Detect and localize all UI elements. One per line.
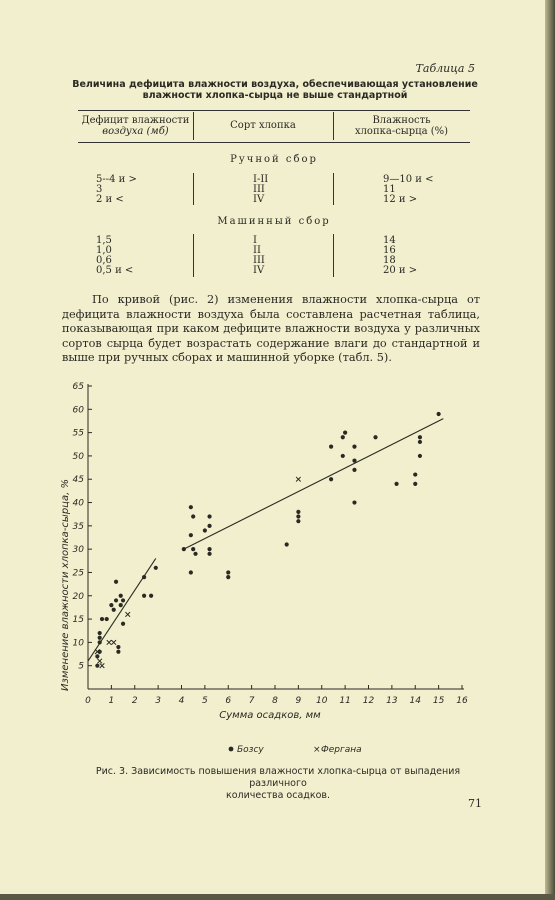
- x-tick-label: 16: [456, 696, 468, 706]
- x-tick-label: 11: [339, 696, 351, 706]
- header-divider: [193, 112, 194, 140]
- data-point-bozsu: [191, 547, 195, 551]
- data-point-bozsu: [207, 524, 211, 528]
- cell-deficit: 1,5: [96, 235, 112, 246]
- data-point-bozsu: [285, 542, 289, 546]
- chart-marks: [88, 412, 443, 668]
- cell-grade: III: [253, 184, 265, 195]
- body-paragraph: По кривой (рис. 2) изменения влажности хлопка-сырца от дефицита влажности воздуха была составлена расчетная таблица, показывающая при каком дефиците влажности воздуха у различных сортов сырца будет возрастать содержание влаги до стандартной и выше при ручных сборах и машинной уборке (табл. 5).: [62, 293, 480, 364]
- data-point-bozsu: [119, 594, 123, 598]
- cross-marker: [97, 659, 102, 664]
- data-point-bozsu: [191, 514, 195, 518]
- page-bottom-edge: [0, 894, 555, 900]
- data-point-bozsu: [373, 435, 377, 439]
- data-point-bozsu: [189, 505, 193, 509]
- data-point-bozsu: [341, 454, 345, 458]
- data-point-bozsu: [116, 650, 120, 654]
- cell-deficit: 5--4 и >: [96, 174, 137, 185]
- header-moisture: Влажность хлопка-сырца (%): [354, 115, 449, 137]
- data-point-bozsu: [343, 431, 347, 435]
- header-bottom-rule: [78, 142, 470, 143]
- trend-line: [184, 419, 443, 550]
- data-point-fergana: [97, 659, 102, 664]
- data-point-fergana: [125, 612, 130, 617]
- cell-moisture: 20 и >: [383, 265, 418, 276]
- scatter-chart: [0, 375, 545, 755]
- data-point-fergana: [111, 640, 116, 645]
- data-point-bozsu: [413, 482, 417, 486]
- data-point-bozsu: [418, 435, 422, 439]
- y-tick-label: 20: [72, 591, 84, 602]
- column-divider: [193, 173, 194, 205]
- data-point-bozsu: [226, 575, 230, 579]
- table-title-line2: влажности хлопка-сырца не выше стандартной: [142, 90, 408, 101]
- data-point-bozsu: [352, 500, 356, 504]
- data-point-bozsu: [189, 533, 193, 537]
- x-axis-label: Сумма осадков, мм: [219, 710, 321, 721]
- data-point-bozsu: [296, 519, 300, 523]
- table-title: [60, 79, 490, 101]
- cell-moisture: 18: [383, 255, 396, 266]
- header-deficit: Дефицит влажности воздуха (мб): [81, 115, 190, 137]
- cell-deficit: 1,0: [96, 245, 112, 256]
- data-point-bozsu: [352, 445, 356, 449]
- data-point-bozsu: [394, 482, 398, 486]
- cell-deficit: 0,6: [96, 255, 112, 266]
- page-number: 71: [468, 797, 482, 810]
- cross-marker: [125, 612, 130, 617]
- data-point-bozsu: [112, 608, 116, 612]
- y-tick-label: 40: [72, 498, 84, 509]
- data-point-fergana: [107, 640, 112, 645]
- x-tick-label: 4: [178, 696, 185, 706]
- cell-moisture: 9—10 и <: [383, 174, 434, 185]
- table-label: Таблица 5: [415, 62, 475, 75]
- data-point-bozsu: [114, 580, 118, 584]
- data-point-bozsu: [207, 552, 211, 556]
- x-tick-label: 3: [155, 696, 161, 706]
- data-point-bozsu: [296, 514, 300, 518]
- x-tick-label: 12: [362, 696, 375, 706]
- data-point-bozsu: [437, 412, 441, 416]
- column-divider: [333, 173, 334, 205]
- cell-deficit: 2 и <: [96, 194, 124, 205]
- data-point-fergana: [100, 663, 105, 668]
- y-tick-label: 50: [72, 451, 84, 462]
- x-tick-label: 14: [409, 696, 421, 706]
- section-machine: Машинный сбор: [217, 216, 331, 227]
- y-tick-label: 60: [72, 405, 84, 416]
- chart-axes: [73, 382, 468, 706]
- data-point-bozsu: [98, 636, 102, 640]
- data-point-bozsu: [114, 598, 118, 602]
- data-point-bozsu: [329, 445, 333, 449]
- data-point-bozsu: [207, 547, 211, 551]
- y-tick-label: 25: [72, 568, 84, 579]
- y-tick-label: 15: [72, 615, 84, 626]
- figure-caption: [78, 766, 478, 802]
- legend: [229, 745, 362, 755]
- data-point-bozsu: [418, 440, 422, 444]
- data-point-bozsu: [352, 468, 356, 472]
- y-tick-label: 5: [78, 661, 84, 672]
- cell-grade: I: [253, 235, 257, 246]
- x-tick-label: 7: [248, 696, 255, 706]
- cell-moisture: 16: [383, 245, 396, 256]
- data-point-bozsu: [95, 664, 99, 668]
- data-point-bozsu: [413, 472, 417, 476]
- data-point-bozsu: [296, 510, 300, 514]
- y-tick-label: 55: [72, 428, 84, 439]
- data-point-bozsu: [154, 566, 158, 570]
- x-tick-label: 1: [108, 696, 115, 706]
- column-divider: [193, 234, 194, 277]
- y-axis-label: Изменение влажности хлопка-сырца, %: [60, 479, 71, 691]
- x-tick-label: 0: [85, 696, 91, 706]
- data-point-bozsu: [182, 547, 186, 551]
- cell-grade: IV: [253, 265, 265, 276]
- cross-marker: [100, 663, 105, 668]
- data-point-bozsu: [109, 603, 113, 607]
- x-tick-label: 8: [272, 696, 278, 706]
- legend-cross-marker: ×: [313, 745, 321, 755]
- section-manual: Ручной сбор: [230, 154, 318, 165]
- cell-moisture: 14: [383, 235, 396, 246]
- data-point-bozsu: [95, 654, 99, 658]
- caption-line2: количества осадков.: [225, 790, 331, 801]
- table-title-line1: Величина дефицита влажности воздуха, обеспечивающая установление: [72, 79, 478, 90]
- caption-line1: Рис. 3. Зависимость повышения влажности хлопка-сырца от выпадения различного: [95, 766, 461, 789]
- data-point-bozsu: [142, 575, 146, 579]
- data-point-bozsu: [119, 603, 123, 607]
- trend-line: [88, 558, 156, 661]
- data-point-bozsu: [121, 622, 125, 626]
- page-edge-shadow: [545, 0, 555, 900]
- x-tick-label: 6: [225, 696, 232, 706]
- cell-deficit: 3: [96, 184, 103, 195]
- legend-dot-marker: [229, 747, 234, 752]
- data-point-bozsu: [226, 570, 230, 574]
- data-point-bozsu: [352, 458, 356, 462]
- cross-marker: [296, 477, 301, 482]
- y-tick-label: 35: [72, 521, 84, 532]
- data-point-bozsu: [341, 435, 345, 439]
- cell-moisture: 12 и >: [383, 194, 418, 205]
- data-point-fergana: [296, 477, 301, 482]
- cross-marker: [111, 640, 116, 645]
- cell-moisture: 11: [383, 184, 396, 195]
- data-point-bozsu: [203, 528, 207, 532]
- header-divider: [333, 112, 334, 140]
- data-point-bozsu: [116, 645, 120, 649]
- x-tick-label: 2: [131, 696, 138, 706]
- table-top-rule: [78, 110, 470, 111]
- data-point-bozsu: [207, 514, 211, 518]
- header-grade: Сорт хлопка: [230, 120, 296, 131]
- data-point-bozsu: [98, 640, 102, 644]
- cross-marker: [107, 640, 112, 645]
- data-point-bozsu: [142, 594, 146, 598]
- x-tick-label: 13: [386, 696, 398, 706]
- data-point-bozsu: [193, 552, 197, 556]
- data-point-bozsu: [329, 477, 333, 481]
- data-point-bozsu: [100, 617, 104, 621]
- column-divider: [333, 234, 334, 277]
- x-tick-label: 9: [295, 696, 302, 706]
- data-point-bozsu: [418, 454, 422, 458]
- x-tick-label: 15: [432, 696, 445, 706]
- y-tick-label: 45: [72, 475, 84, 486]
- x-tick-label: 5: [202, 696, 208, 706]
- data-point-bozsu: [121, 598, 125, 602]
- data-point-bozsu: [105, 617, 109, 621]
- data-point-bozsu: [149, 594, 153, 598]
- cell-grade: IV: [253, 194, 265, 205]
- x-tick-label: 10: [316, 696, 328, 706]
- data-point-bozsu: [98, 631, 102, 635]
- legend-label-bozsu: Бозсу: [237, 745, 264, 755]
- cell-deficit: 0,5 и <: [96, 265, 134, 276]
- y-tick-label: 30: [72, 545, 84, 556]
- cell-grade: II: [253, 245, 261, 256]
- cell-grade: III: [253, 255, 265, 266]
- legend-label-fergana: Фергана: [321, 745, 362, 755]
- cell-grade: I-II: [253, 174, 269, 185]
- y-tick-label: 65: [72, 382, 84, 392]
- y-tick-label: 10: [72, 638, 84, 649]
- data-point-bozsu: [189, 570, 193, 574]
